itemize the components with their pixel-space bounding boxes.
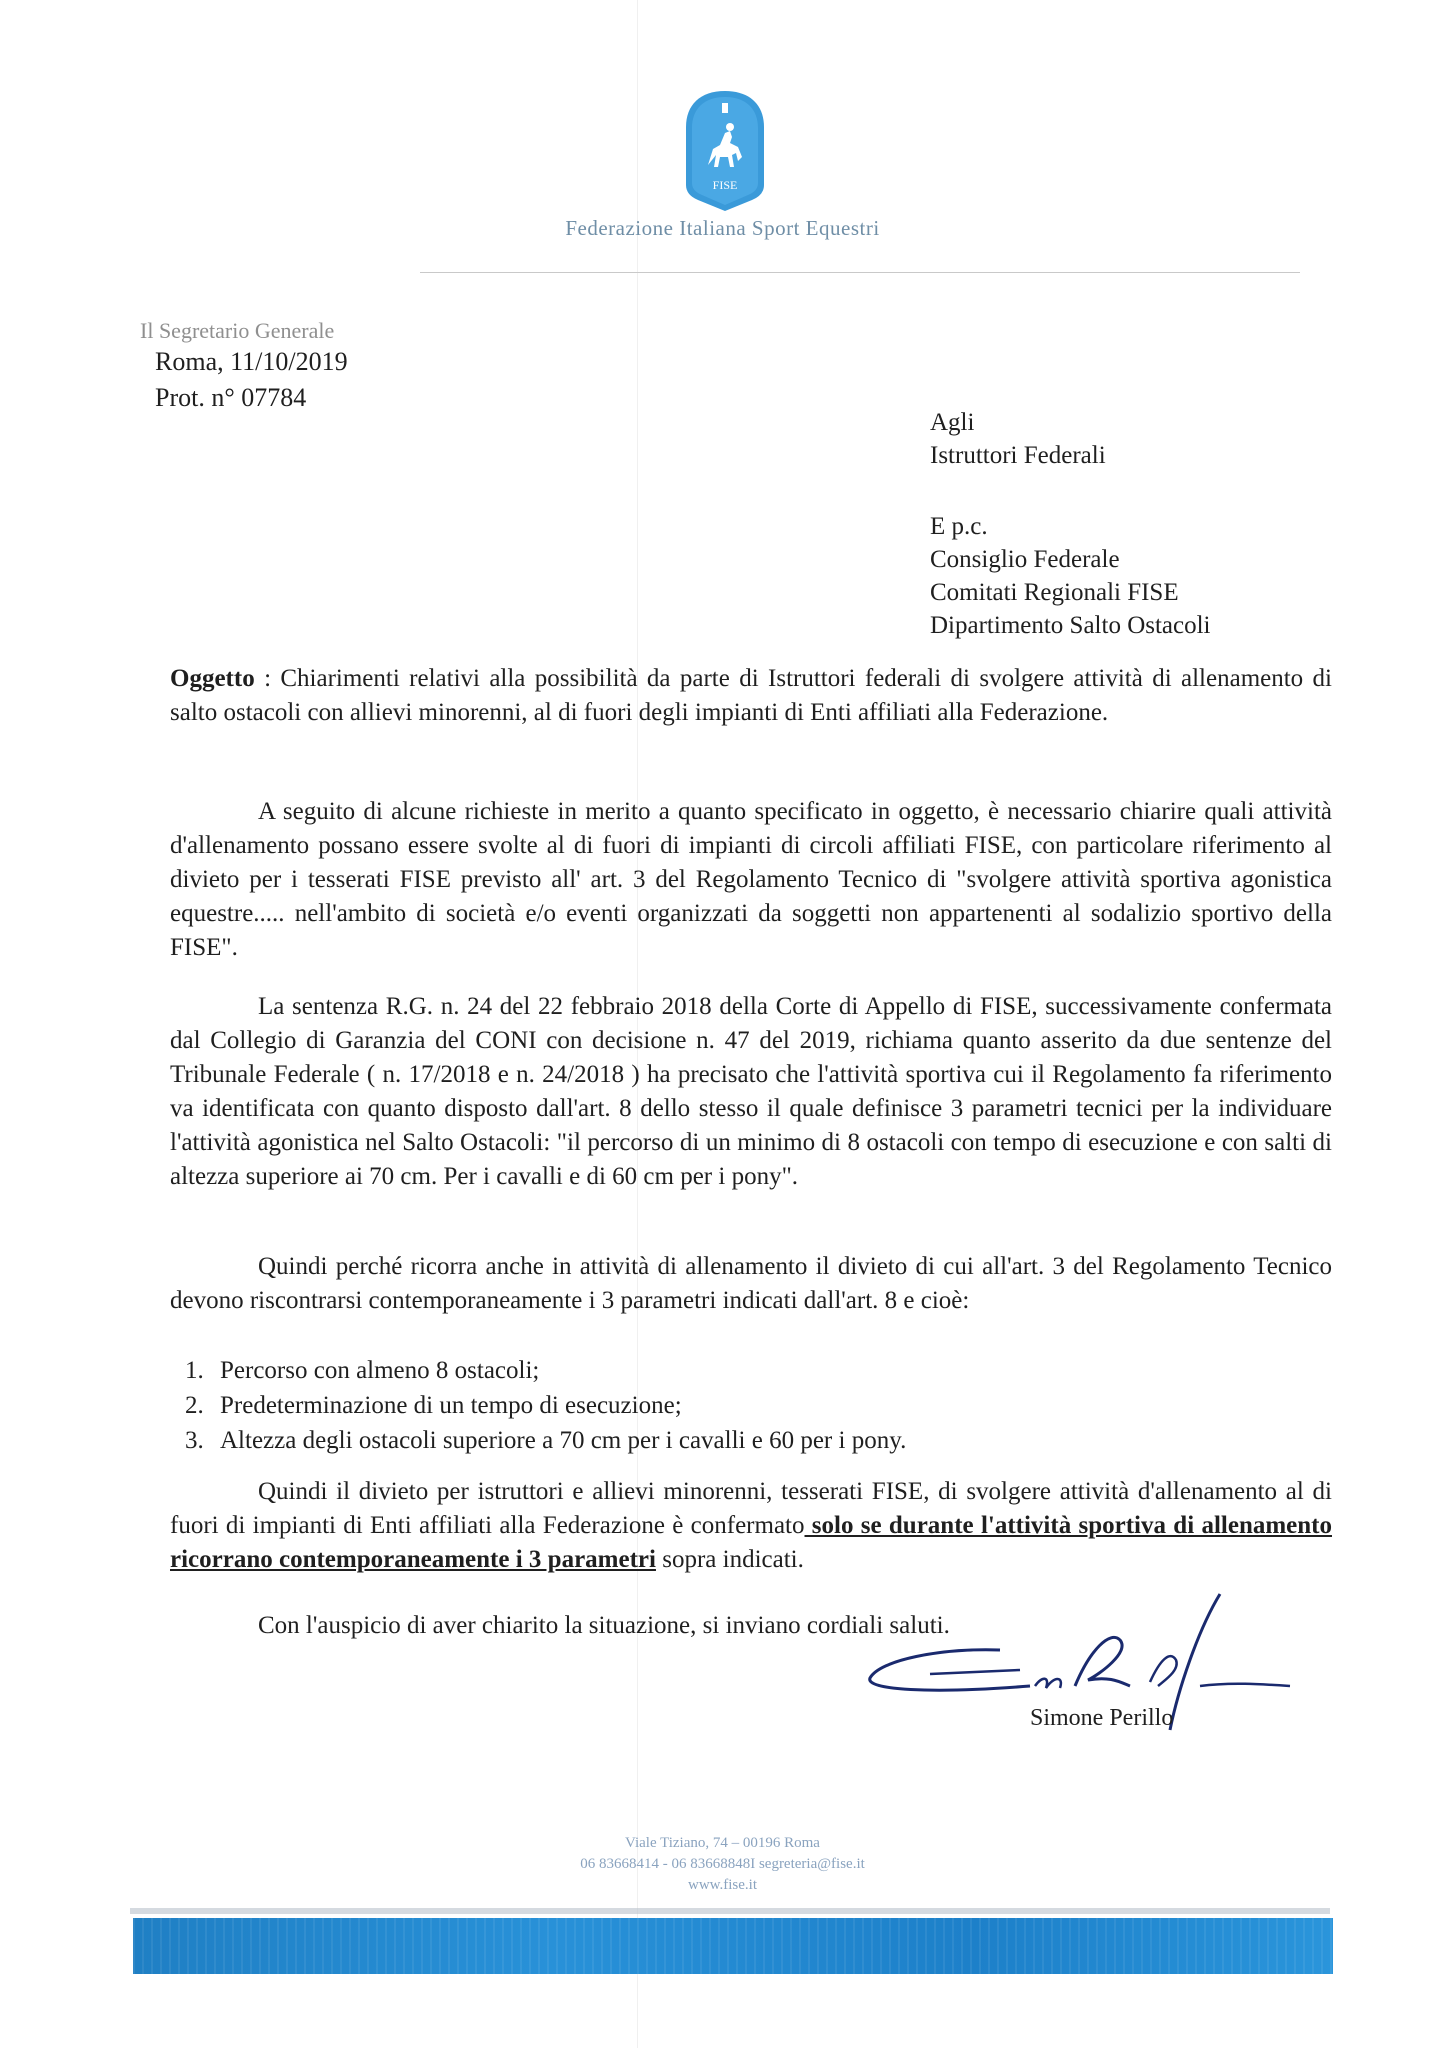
list-item (185, 1388, 906, 1423)
list-text: Percorso con almeno 8 ostacoli; (220, 1357, 540, 1384)
subject-label: Oggetto (170, 665, 255, 692)
recipients-block (930, 406, 1106, 472)
body-paragraph-2: La sentenza R.G. n. 24 del 22 febbraio 2018 della Corte di Appello di FISE, successivamente confermata dal Collegio di Garanzia del CONI con decisione n. 47 del 2019, richiama quanto asserito da due sentenze del Tribunale Federale ( n. 17/2018 e n. 24/2018 ) ha precisato che l'attività sportiva cui il Regolamento fa riferimento va identificata con quanto disposto dall'art. 8 dello stesso il quale definisce 3 parametri tecnici per la individuare l'attività agonistica nel Salto Ostacoli: "il percorso di un minimo di 8 ostacoli con tempo di esecuzione e con salti di altezza superiore ai 70 cm. Per i cavalli e di 60 cm per i pony". (170, 993, 1332, 1190)
paragraph-4-start: Quindi il divieto per istruttori e allievi minorenni, tesserati FISE, di svolgere attività d'allenamento al di fuori di impianti di Enti affiliati alla Federazione è confermato (170, 1478, 1332, 1539)
paragraph-4-emphasis: solo se durante l'attività sportiva di allenamento ricorrano contemporaneamente i 3 parametri (170, 1512, 1332, 1573)
fise-logo (680, 85, 770, 215)
list-item (185, 1353, 906, 1388)
list-item (185, 1423, 906, 1458)
list-text: Predeterminazione di un tempo di esecuzione; (220, 1392, 682, 1419)
place-date: Roma, 11/10/2019 (155, 347, 348, 376)
recipient-main: Istruttori Federali (930, 442, 1106, 469)
signer-name: Simone Perillo (1030, 1705, 1174, 1731)
paragraph-4-end: sopra indicati. (655, 1546, 804, 1573)
footer-bar-texture (133, 1918, 1333, 1974)
list-number: 2. (185, 1392, 204, 1419)
header-divider (420, 272, 1300, 273)
closing-line: Con l'auspicio di aver chiarito la situazione, si inviano cordiali saluti. (258, 1612, 950, 1639)
footer-contacts: 06 83668414 - 06 83668848I segreteria@fise.it (580, 1856, 865, 1872)
list-text: Altezza degli ostacoli superiore a 70 cm per i cavalli e 60 per i pony. (220, 1427, 907, 1454)
cc-block (930, 510, 1211, 642)
list-number: 3. (185, 1427, 204, 1454)
sender-role: Il Segretario Generale (140, 318, 335, 343)
footer-divider (130, 1908, 1330, 1914)
organization-name: Federazione Italiana Sport Equestri (565, 216, 880, 240)
cc-recipient: Comitati Regionali FISE (930, 579, 1179, 606)
subject-text: : Chiarimenti relativi alla possibilità da parte di Istruttori federali di svolgere attività di allenamento di salto ostacoli con allievi minorenni, al di fuori degli impianti di Enti affiliati alla Federazione. (170, 665, 1332, 726)
footer-address: Viale Tiziano, 74 – 00196 Roma (625, 1835, 820, 1851)
footer-website: www.fise.it (687, 1877, 758, 1893)
cc-recipient: Dipartimento Salto Ostacoli (930, 612, 1211, 639)
body-paragraph-1: A seguito di alcune richieste in merito a quanto specificato in oggetto, è necessario chiarire quali attività d'allenamento possano essere svolte al di fuori di impianti di circoli affiliati FISE, con particolare riferimento al divieto per i tesserati FISE previsto all' art. 3 del Regolamento Tecnico di "svolgere attività sportiva agonistica equestre..... nell'ambito di società e/o eventi organizzati da soggetti non appartenenti al sodalizio sportivo della FISE". (170, 798, 1332, 961)
list-number: 1. (185, 1357, 204, 1384)
protocol-number: Prot. n° 07784 (155, 383, 307, 412)
cc-recipient: Consiglio Federale (930, 546, 1120, 573)
logo-text: FISE (712, 178, 738, 192)
body-paragraph-3: Quindi perché ricorra anche in attività di allenamento il divieto di cui all'art. 3 del Regolamento Tecnico devono riscontrarsi contemporaneamente i 3 parametri indicati dall'art. 8 e cioè: (170, 1253, 1332, 1314)
body-paragraph-4 (170, 1475, 1332, 1577)
subject-paragraph (170, 662, 1332, 730)
recipients-prefix: Agli (930, 409, 975, 436)
parameters-list (185, 1353, 906, 1458)
cc-prefix: E p.c. (930, 513, 988, 540)
